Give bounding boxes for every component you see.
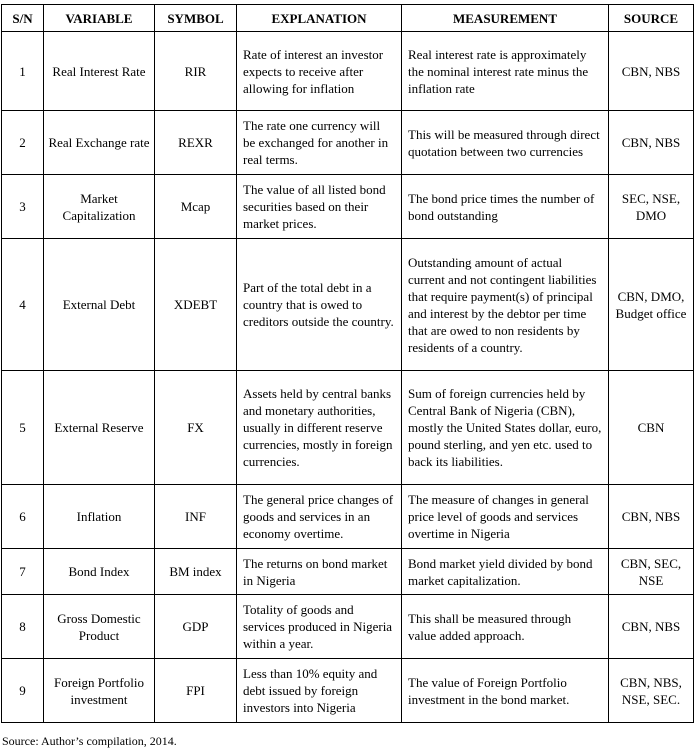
cell-sn: 3	[2, 175, 44, 239]
cell-source: CBN, SEC, NSE	[609, 549, 694, 595]
cell-symbol: XDEBT	[155, 239, 237, 371]
cell-sn: 4	[2, 239, 44, 371]
table-row	[2, 239, 694, 371]
cell-variable: Gross Domestic Product	[44, 595, 155, 659]
cell-symbol: Mcap	[155, 175, 237, 239]
cell-variable: Inflation	[44, 485, 155, 549]
header-explanation: EXPLANATION	[237, 5, 402, 32]
cell-source: CBN, NBS	[609, 32, 694, 111]
cell-source: CBN, NBS	[609, 595, 694, 659]
table-row	[2, 485, 694, 549]
cell-explanation: Less than 10% equity and debt issued by foreign investors into Nigeria	[237, 659, 402, 723]
table-row	[2, 659, 694, 723]
cell-variable: Market Capitalization	[44, 175, 155, 239]
cell-source: CBN, NBS, NSE, SEC.	[609, 659, 694, 723]
cell-symbol: BM index	[155, 549, 237, 595]
cell-symbol: REXR	[155, 111, 237, 175]
cell-symbol: FPI	[155, 659, 237, 723]
cell-explanation: Assets held by central banks and monetary authorities, usually in different reserve currencies, mostly in foreign currencies.	[237, 371, 402, 485]
cell-measurement: This shall be measured through value added approach.	[402, 595, 609, 659]
cell-explanation: The general price changes of goods and services in an economy overtime.	[237, 485, 402, 549]
cell-symbol: RIR	[155, 32, 237, 111]
cell-explanation: The returns on bond market in Nigeria	[237, 549, 402, 595]
variables-table	[1, 4, 694, 723]
cell-symbol: GDP	[155, 595, 237, 659]
cell-explanation: Part of the total debt in a country that is owed to creditors outside the country.	[237, 239, 402, 371]
cell-source: CBN	[609, 371, 694, 485]
cell-variable: Foreign Portfolio investment	[44, 659, 155, 723]
cell-measurement: The bond price times the number of bond outstanding	[402, 175, 609, 239]
header-variable: VARIABLE	[44, 5, 155, 32]
table-row	[2, 549, 694, 595]
cell-measurement: The measure of changes in general price level of goods and services overtime in Nigeria	[402, 485, 609, 549]
cell-measurement: This will be measured through direct quotation between two currencies	[402, 111, 609, 175]
cell-measurement: Real interest rate is approximately the nominal interest rate minus the inflation rate	[402, 32, 609, 111]
header-symbol: SYMBOL	[155, 5, 237, 32]
cell-sn: 6	[2, 485, 44, 549]
cell-sn: 2	[2, 111, 44, 175]
cell-explanation: The rate one currency will be exchanged for another in real terms.	[237, 111, 402, 175]
table-row	[2, 111, 694, 175]
cell-variable: Real Interest Rate	[44, 32, 155, 111]
cell-source: SEC, NSE, DMO	[609, 175, 694, 239]
cell-measurement: Bond market yield divided by bond market capitalization.	[402, 549, 609, 595]
header-row	[2, 5, 694, 32]
cell-sn: 9	[2, 659, 44, 723]
cell-symbol: FX	[155, 371, 237, 485]
cell-source: CBN, NBS	[609, 111, 694, 175]
header-measurement: MEASUREMENT	[402, 5, 609, 32]
cell-variable: External Debt	[44, 239, 155, 371]
table-row	[2, 371, 694, 485]
header-source: SOURCE	[609, 5, 694, 32]
cell-source: CBN, NBS	[609, 485, 694, 549]
cell-sn: 5	[2, 371, 44, 485]
cell-measurement: Outstanding amount of actual current and not contingent liabilities that require payment(s) of principal and interest by the debtor per time that are owed to non residents by residents of a country.	[402, 239, 609, 371]
cell-explanation: Rate of interest an investor expects to receive after allowing for inflation	[237, 32, 402, 111]
cell-symbol: INF	[155, 485, 237, 549]
header-sn: S/N	[2, 5, 44, 32]
cell-sn: 1	[2, 32, 44, 111]
cell-explanation: Totality of goods and services produced in Nigeria within a year.	[237, 595, 402, 659]
cell-variable: External Reserve	[44, 371, 155, 485]
cell-variable: Bond Index	[44, 549, 155, 595]
cell-source: CBN, DMO, Budget office	[609, 239, 694, 371]
cell-measurement: The value of Foreign Portfolio investment in the bond market.	[402, 659, 609, 723]
table-row	[2, 595, 694, 659]
table-row	[2, 32, 694, 111]
table-row	[2, 175, 694, 239]
cell-explanation: The value of all listed bond securities based on their market prices.	[237, 175, 402, 239]
cell-sn: 7	[2, 549, 44, 595]
cell-sn: 8	[2, 595, 44, 659]
cell-measurement: Sum of foreign currencies held by Central Bank of Nigeria (CBN), mostly the United States dollar, euro, pound sterling, and yen etc. used to back its liabilities.	[402, 371, 609, 485]
cell-variable: Real Exchange rate	[44, 111, 155, 175]
source-note: Source: Author’s compilation, 2014.	[2, 734, 177, 748]
